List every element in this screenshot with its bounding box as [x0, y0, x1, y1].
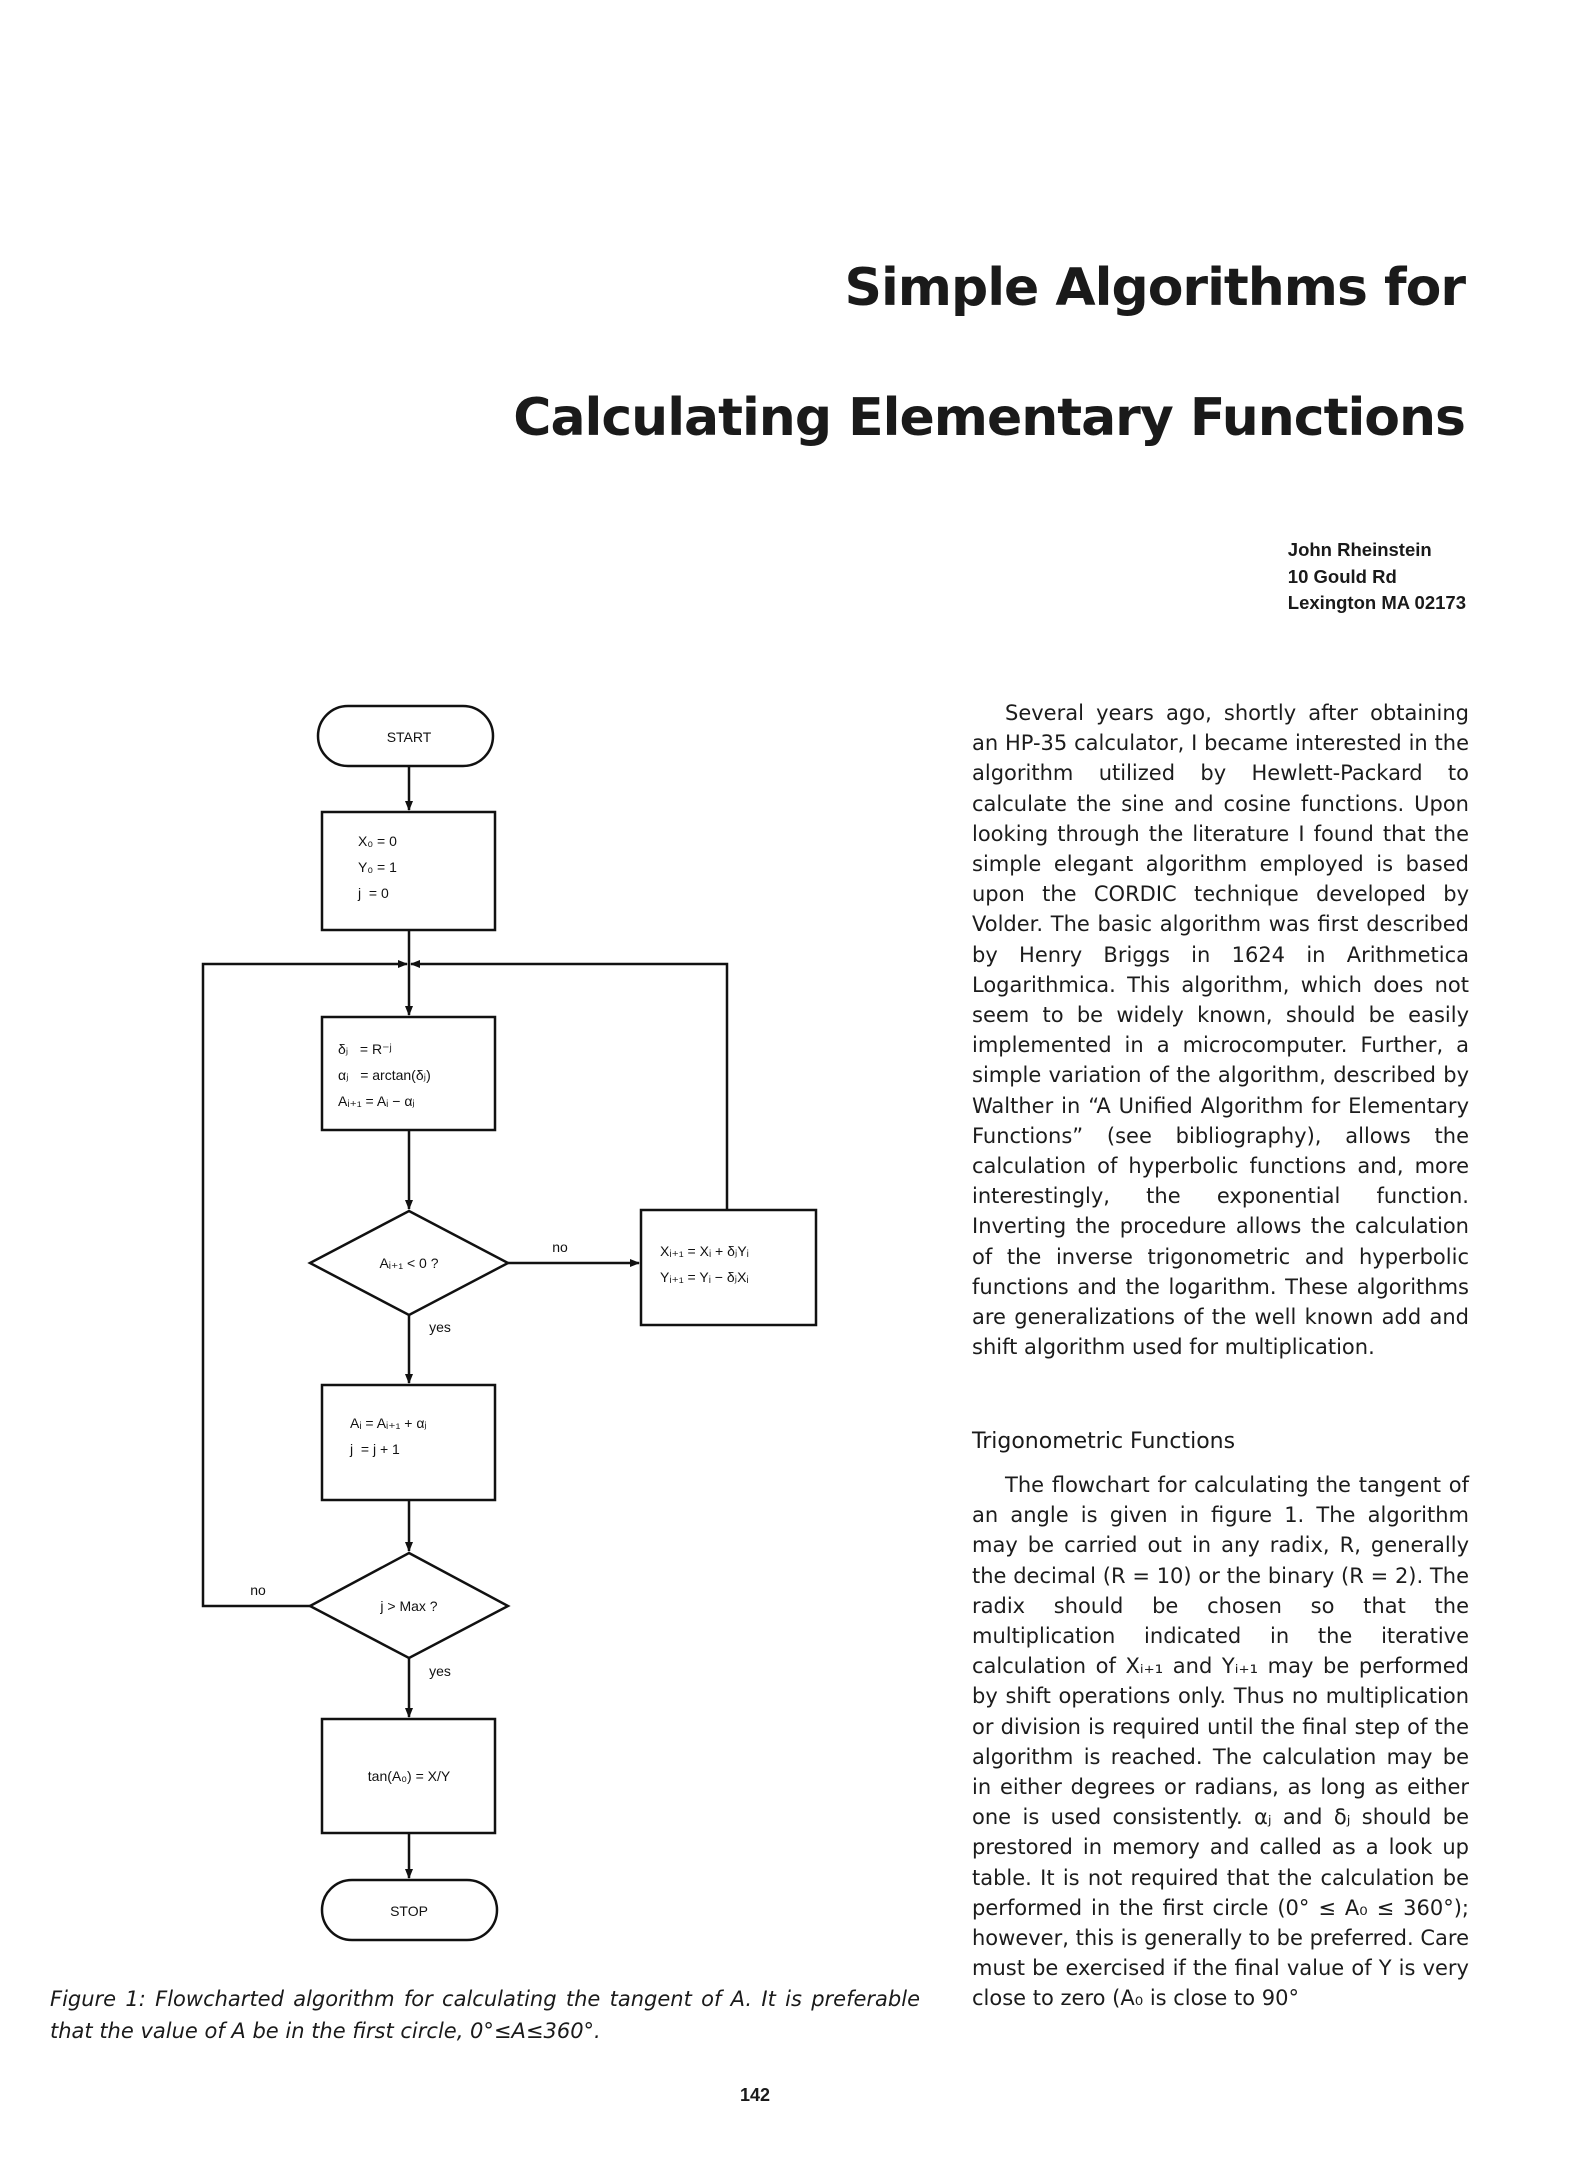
decision1-label: Aᵢ₊₁ < 0 ?	[379, 1255, 439, 1271]
author-city: Lexington MA 02173	[1287, 592, 1466, 613]
title-line-2: Calculating Elementary Functions	[513, 388, 1465, 448]
iter-line-1: δⱼ = R⁻ʲ	[338, 1041, 392, 1057]
title-line-1: Simple Algorithms for	[844, 258, 1465, 318]
result-label: tan(A₀) = X/Y	[367, 1768, 451, 1784]
page-number: 142	[740, 2085, 771, 2105]
decision2-no-label: no	[250, 1582, 266, 1598]
init-line-3: j = 0	[358, 885, 389, 901]
section-heading: Trigonometric Functions	[972, 1429, 1236, 1454]
rotation-box	[641, 1210, 816, 1325]
author-street: 10 Gould Rd	[1287, 565, 1397, 587]
trig-paragraph: The flowchart for calculating the tangent of an angle is given in figure 1. The algorithm may be carried out in any radix, R, generally the decimal (R = 10) or the binary (R = 2). The radix should be chosen so that the multiplication indicated in the iterative calculation of Xᵢ₊₁ and Yᵢ₊₁ may be performed by shift operations only. Thus no multiplication or division is required until the final step of the algorithm is reached. The calculation may be in either degrees or radians, as long as either one is used consistently. αⱼ and δⱼ should be prestored in memory and called as a look up table. It is not required that the calculation be performed in the first circle (0° ≤ A₀ ≤ 360°); however, this is generally to be preferred. Care must be exercised if the final value of Y is very close to zero (A₀ is close to 90°	[972, 1473, 1469, 2011]
intro-paragraph: Several years ago, shortly after obtaining an HP-35 calculator, I became interested in the algorithm utilized by Hewlett-Packard to calculate the sine and cosine functions. Upon looking through the literature I found that the simple elegant algorithm employed is based upon the CORDIC technique developed by Volder. The basic algorithm was first described by Henry Briggs in 1624 in Arithmetica Logarithmica. This algorithm, which does not seem to be widely known, should be easily implemented in a microcomputer. Further, a simple variation of the algorithm, described by Walther in “A Unified Algorithm for Elementary Functions” (see bibliography), allows the calculation of hyperbolic functions and, more interestingly, the exponential function. Inverting the procedure allows the calculation of the inverse trigonometric and hyperbolic functions and the logarithm. These algorithms are generalizations of the well known add and shift algorithm used for multiplication.	[972, 701, 1469, 1360]
line-decision2-no-loop	[203, 964, 407, 1606]
start-label: START	[386, 729, 432, 745]
decision1-yes-label: yes	[429, 1319, 451, 1335]
line-rotate-loop-back	[411, 964, 727, 1210]
author-name: John Rheinstein	[1287, 539, 1432, 560]
rotate-line-2: Yᵢ₊₁ = Yᵢ − δⱼXᵢ	[660, 1269, 749, 1285]
init-line-1: X₀ = 0	[358, 833, 397, 849]
update-line-1: Aᵢ = Aᵢ₊₁ + αⱼ	[350, 1415, 427, 1431]
update-box	[322, 1385, 495, 1500]
update-line-2: j = j + 1	[350, 1441, 400, 1457]
rotate-line-1: Xᵢ₊₁ = Xᵢ + δⱼYᵢ	[660, 1243, 749, 1259]
figure-caption: Figure 1: Flowcharted algorithm for calculating the tangent of A. It is preferable that the value of A be in the first circle, 0°≤A≤360°.	[50, 1987, 920, 2043]
init-box	[322, 812, 495, 930]
stop-label: STOP	[390, 1903, 428, 1919]
init-line-2: Y₀ = 1	[358, 859, 397, 875]
decision1-no-label: no	[552, 1239, 568, 1255]
decision2-yes-label: yes	[429, 1663, 451, 1679]
iter-line-3: Aᵢ₊₁ = Aᵢ − αⱼ	[338, 1093, 415, 1109]
iter-line-2: αⱼ = arctan(δⱼ)	[338, 1067, 431, 1083]
decision2-label: j > Max ?	[380, 1598, 438, 1614]
